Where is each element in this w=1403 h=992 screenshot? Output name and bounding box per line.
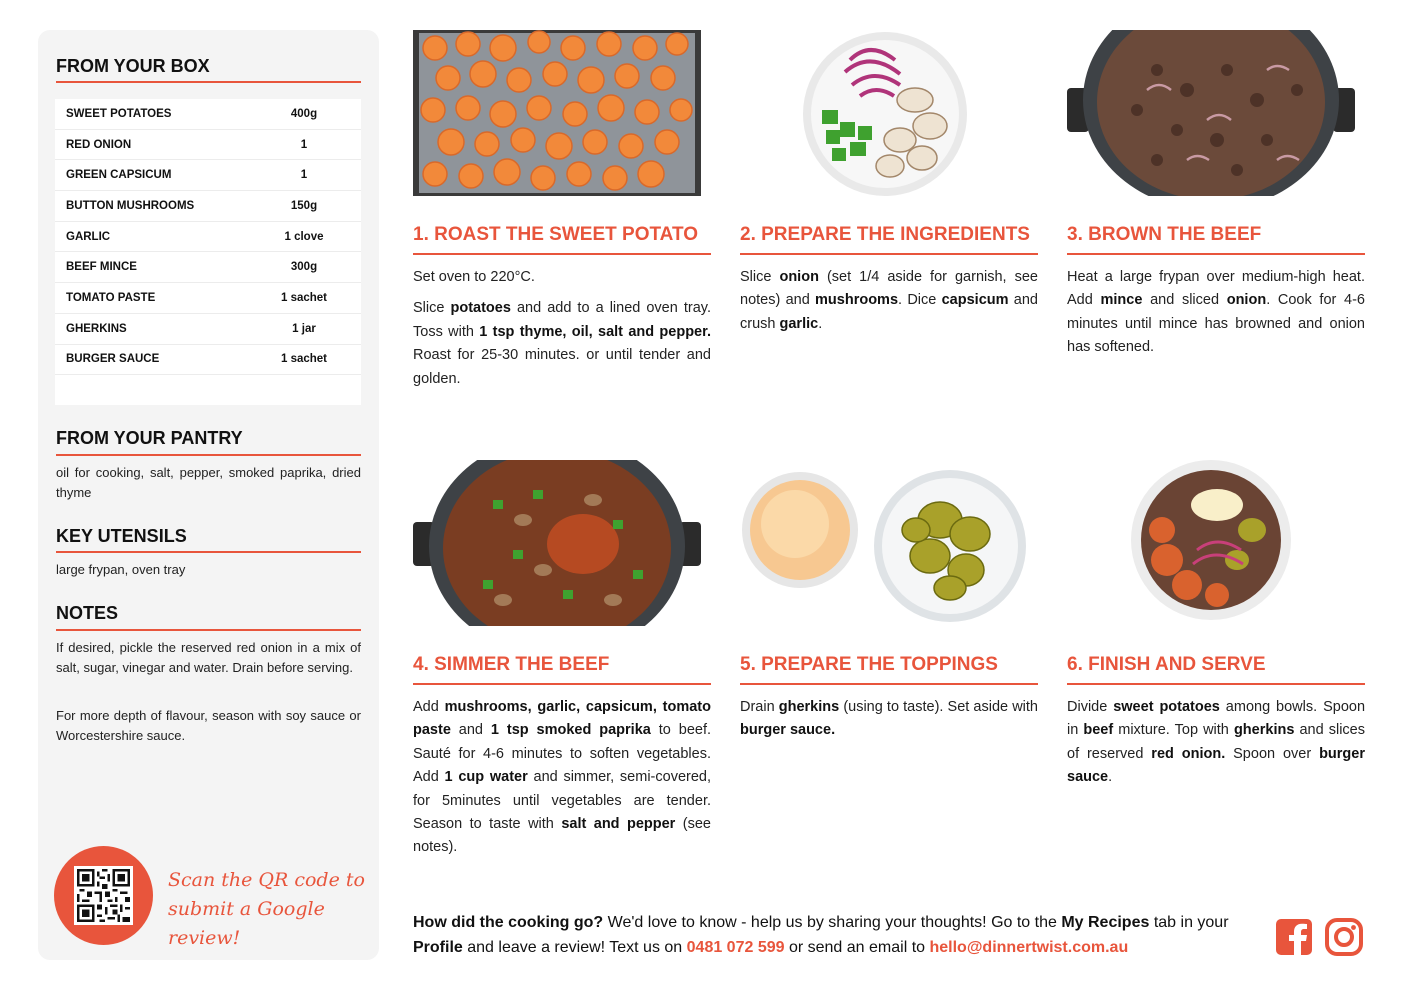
text-run: We'd love to know - help us by sharing your thoughts! Go to the	[603, 914, 1062, 931]
review-footer-text	[413, 910, 1263, 960]
box-item-name: BURGER SAUCE	[66, 353, 160, 366]
step-6-photo	[1067, 460, 1355, 626]
bold-text: 1 tsp smoked paprika	[490, 722, 651, 739]
box-heading-rule	[56, 81, 361, 83]
qr-code-badge[interactable]	[54, 846, 153, 945]
box-item-qty: 1	[300, 138, 308, 151]
utensils-heading-rule	[56, 551, 361, 553]
sidebar-panel	[38, 30, 379, 960]
step-1-rule	[413, 253, 711, 255]
step-paragraph	[413, 696, 711, 860]
step-paragraph	[1067, 266, 1365, 360]
step-1-title: 1. ROAST THE SWEET POTATO	[413, 224, 699, 245]
text-run: and add to a lined oven tray. Toss with	[413, 300, 711, 340]
utensils-text: large frypan, oven tray	[56, 562, 186, 577]
step-3-body	[1067, 266, 1365, 368]
box-item-row	[55, 314, 361, 345]
bold-text: mushrooms	[815, 292, 899, 309]
step-6-title: 6. FINISH AND SERVE	[1067, 654, 1266, 675]
box-item-name: RED ONION	[66, 138, 132, 151]
box-item-qty: 1 sachet	[280, 291, 328, 304]
bold-text: 1 tsp thyme, oil, salt and pepper.	[479, 323, 711, 340]
bold-text: onion	[1226, 292, 1267, 309]
bold-text: gherkins	[1233, 722, 1295, 739]
text-run: and crush	[740, 292, 1038, 332]
step-5-photo	[740, 460, 1028, 626]
box-heading: FROM YOUR BOX	[56, 56, 210, 76]
qr-code-icon[interactable]	[74, 866, 133, 925]
bold-text: beef	[1083, 722, 1114, 739]
pantry-text: oil for cooking, salt, pepper, smoked paprika, dried thyme	[56, 465, 361, 500]
step-4-rule	[413, 683, 711, 685]
step-3-title: 3. BROWN THE BEEF	[1067, 224, 1262, 245]
box-item-qty: 1 jar	[292, 322, 316, 335]
box-item-row	[55, 191, 361, 222]
box-item-qty: 1	[300, 169, 308, 182]
bold-text: potatoes	[450, 300, 511, 317]
text-run: and simmer, semi-covered, for 5minutes until vegetables are tender. Season to taste with	[413, 769, 711, 833]
text-run: .	[818, 315, 823, 332]
box-item-name: GARLIC	[66, 230, 111, 243]
bold-text: 1 cup water	[444, 769, 528, 786]
step-4-photo	[413, 460, 701, 626]
text-run: Slice	[413, 300, 451, 317]
step-5-title: 5. PREPARE THE TOPPINGS	[740, 654, 998, 675]
bold-text: mince	[1100, 292, 1143, 309]
bold-text: Profile	[413, 939, 463, 956]
box-item-name: GREEN CAPSICUM	[66, 169, 172, 182]
text-run: Slice	[740, 269, 780, 285]
text-run: Divide	[1067, 699, 1114, 715]
note-1: If desired, pickle the reserved red onion in a mix of salt, sugar, vinegar and water. Drain before serving.	[56, 640, 361, 675]
step-paragraph	[740, 696, 1038, 743]
step-1-body	[413, 266, 711, 399]
box-item-row	[55, 283, 361, 314]
box-item-name: SWEET POTATOES	[66, 107, 172, 120]
text-run: tab in your	[1149, 914, 1229, 931]
note-2: For more depth of flavour, season with soy sauce or Worcestershire sauce.	[56, 708, 361, 743]
box-item-row	[55, 160, 361, 191]
box-item-qty: 150g	[290, 199, 318, 212]
qr-caption-line-2: submit a Google review!	[168, 898, 325, 949]
box-item-row	[55, 345, 361, 376]
text-run: among bowls. Spoon in	[1067, 699, 1366, 739]
step-2-photo	[740, 30, 1028, 196]
bold-text: sweet potatoes	[1113, 699, 1220, 715]
notes-heading: NOTES	[56, 603, 119, 623]
bold-text: salt and pepper	[561, 816, 676, 833]
text-run: Spoon over	[1225, 745, 1320, 762]
text-run: Add	[413, 699, 445, 715]
step-2-body	[740, 266, 1038, 344]
text-run: (using to taste). Set aside with	[839, 699, 1038, 715]
text-run: (see notes).	[413, 816, 711, 856]
text-run: . Dice	[898, 292, 942, 309]
text-run: Roast for 25-30 minutes. or until tender and golden.	[413, 347, 711, 387]
bold-text: capsicum	[941, 292, 1009, 309]
text-run: . Cook for 4-6 minutes until mince has browned and onion has softened.	[1067, 292, 1365, 356]
bold-text: mushrooms, garlic, capsicum, tomato paste	[413, 699, 711, 739]
text-run: and	[450, 722, 491, 739]
instagram-icon[interactable]	[1325, 918, 1363, 956]
step-paragraph	[1067, 696, 1365, 790]
highlight-text[interactable]: 0481 072 599	[686, 939, 785, 956]
text-run: and slices of reserved	[1067, 722, 1365, 762]
step-3-rule	[1067, 253, 1365, 255]
step-5-body	[740, 696, 1038, 751]
box-item-row	[55, 99, 361, 130]
box-item-name: BUTTON MUSHROOMS	[66, 199, 195, 212]
step-6-body	[1067, 696, 1365, 798]
text-run: mixture. Top with	[1113, 722, 1234, 739]
step-2-title: 2. PREPARE THE INGREDIENTS	[740, 224, 1030, 245]
step-3-photo	[1067, 30, 1355, 196]
pantry-heading-rule	[56, 454, 361, 456]
bold-text: How did the cooking go?	[413, 914, 604, 931]
bold-text: garlic	[779, 315, 819, 332]
utensils-heading: KEY UTENSILS	[56, 526, 187, 546]
text-run: (set 1/4 aside for garnish, see notes) and	[740, 269, 1038, 309]
bold-text: onion	[779, 269, 819, 285]
text-run: Drain	[740, 699, 779, 715]
text-run: Heat a large frypan over medium-high heat. Add	[1067, 269, 1365, 309]
box-item-row	[55, 130, 361, 161]
qr-caption	[168, 866, 368, 953]
bold-text: gherkins	[778, 699, 840, 715]
text-run: and sliced	[1142, 292, 1227, 309]
text-run: to beef. Sauté for 4-6 minutes to soften vegetables. Add	[413, 722, 712, 786]
box-item-row	[55, 222, 361, 253]
highlight-text[interactable]: hello@dinnertwist.com.au	[929, 939, 1129, 956]
step-4-body	[413, 696, 711, 868]
step-1-photo	[413, 30, 701, 196]
qr-caption-line-1: Scan the QR code to	[168, 869, 365, 891]
box-item-name: GHERKINS	[66, 322, 127, 335]
box-item-name: TOMATO PASTE	[66, 291, 156, 304]
box-item-row	[55, 252, 361, 283]
text-run: or send an email to	[784, 939, 930, 956]
step-6-rule	[1067, 683, 1365, 685]
text-run: Set oven to 220°C.	[413, 269, 535, 285]
box-item-qty: 1 sachet	[280, 353, 328, 366]
box-item-name: BEEF MINCE	[66, 261, 137, 274]
bold-text: burger sauce.	[740, 722, 836, 739]
step-paragraph	[413, 266, 711, 289]
step-paragraph	[740, 266, 1038, 336]
pantry-heading: FROM YOUR PANTRY	[56, 428, 243, 448]
step-2-rule	[740, 253, 1038, 255]
step-5-rule	[740, 683, 1038, 685]
box-ingredients-table	[55, 99, 361, 405]
bold-text: My Recipes	[1061, 914, 1150, 931]
text-run: .	[1108, 769, 1113, 786]
box-item-qty: 300g	[290, 261, 318, 274]
box-item-qty: 400g	[290, 107, 318, 120]
bold-text: burger sauce	[1067, 745, 1365, 786]
step-4-title: 4. SIMMER THE BEEF	[413, 654, 610, 675]
notes-heading-rule	[56, 629, 361, 631]
bold-text: red onion.	[1151, 745, 1226, 762]
step-paragraph	[413, 297, 711, 391]
facebook-icon[interactable]	[1275, 918, 1313, 956]
text-run: and leave a review! Text us on	[462, 939, 687, 956]
box-item-qty: 1 clove	[284, 230, 324, 243]
